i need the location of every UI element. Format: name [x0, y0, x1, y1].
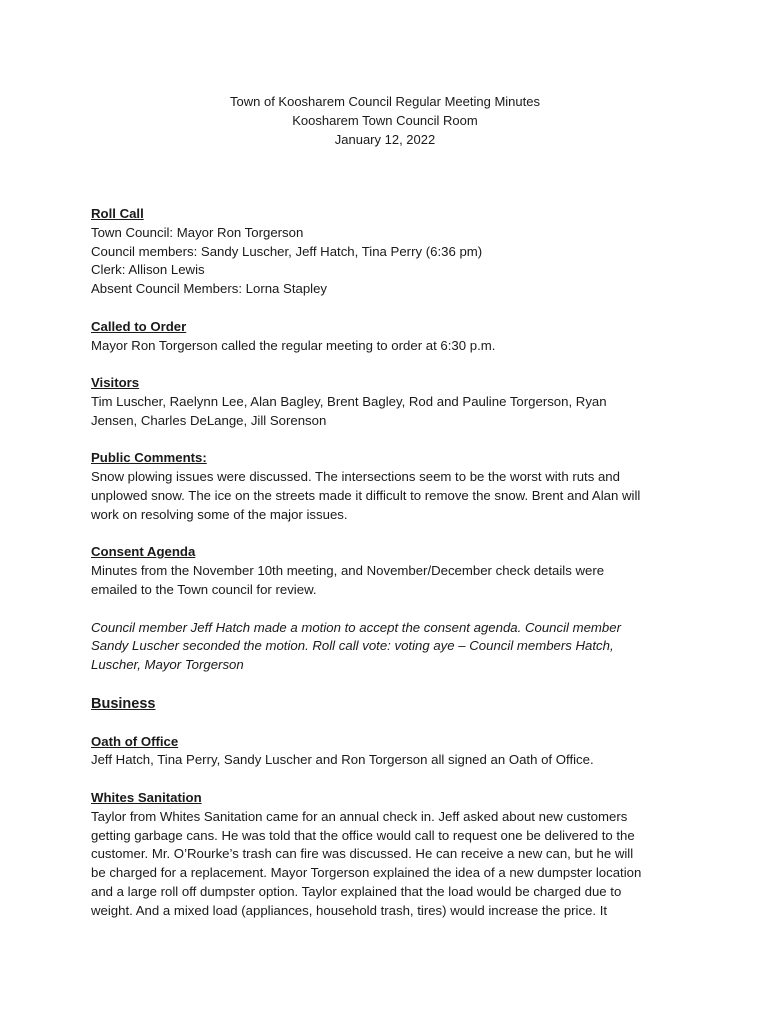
- called-to-order-text: Mayor Ron Torgerson called the regular meeting to order at 6:30 p.m.: [91, 337, 496, 353]
- meeting-location: Koosharem Town Council Room: [292, 112, 478, 128]
- called-to-order-heading: Called to Order: [91, 318, 187, 334]
- whites-sanitation-line: getting garbage cans. He was told that the office would call to request one be delivered to the: [91, 827, 635, 843]
- whites-sanitation-heading: Whites Sanitation: [91, 789, 202, 805]
- whites-sanitation-line: and a large roll off dumpster option. Taylor explained that the load would be charged due to: [91, 883, 622, 899]
- visitors-line: Jensen, Charles DeLange, Jill Sorenson: [91, 412, 327, 428]
- public-comments-line: Snow plowing issues were discussed. The intersections seem to be the worst with ruts and: [91, 469, 620, 485]
- public-comments-section: [91, 449, 691, 524]
- roll-call-line: Town Council: Mayor Ron Torgerson: [91, 224, 304, 240]
- whites-sanitation-line: Taylor from Whites Sanitation came for an annual check in. Jeff asked about new customers: [91, 808, 628, 824]
- roll-call-heading: Roll Call: [91, 206, 144, 221]
- document-body: [91, 205, 691, 939]
- whites-sanitation-section: [91, 789, 691, 921]
- public-comments-line: unplowed snow. The ice on the streets made it difficult to remove the snow. Brent and Alan will: [91, 487, 641, 503]
- document-title: Town of Koosharem Council Regular Meeting Minutes: [230, 94, 540, 109]
- consent-agenda-section: [91, 543, 691, 599]
- roll-call-line: Absent Council Members: Lorna Stapley: [91, 281, 328, 297]
- consent-agenda-motion: [91, 619, 691, 675]
- business-heading: Business: [91, 695, 156, 712]
- roll-call-line: Council members: Sandy Luscher, Jeff Hatch, Tina Perry (6:36 pm): [91, 243, 483, 259]
- called-to-order-section: [91, 318, 691, 356]
- consent-agenda-line: emailed to the Town council for review.: [91, 581, 317, 597]
- roll-call-line: Clerk: Allison Lewis: [91, 262, 205, 278]
- roll-call-section: [91, 205, 691, 299]
- oath-of-office-heading: Oath of Office: [91, 733, 179, 749]
- motion-line: Council member Jeff Hatch made a motion to accept the consent agenda. Council member: [91, 619, 621, 635]
- meeting-date: January 12, 2022: [334, 131, 436, 147]
- whites-sanitation-line: be charged for a replacement. Mayor Torgerson explained the idea of a new dumpster location: [91, 865, 642, 881]
- oath-of-office-section: [91, 733, 691, 771]
- document-header: [0, 93, 770, 149]
- public-comments-heading: Public Comments:: [91, 450, 207, 466]
- consent-agenda-heading: Consent Agenda: [91, 544, 196, 560]
- visitors-line: Tim Luscher, Raelynn Lee, Alan Bagley, Brent Bagley, Rod and Pauline Torgerson, Ryan: [91, 393, 607, 409]
- oath-of-office-text: Jeff Hatch, Tina Perry, Sandy Luscher and Ron Torgerson all signed an Oath of Office.: [91, 752, 594, 768]
- visitors-heading: Visitors: [91, 375, 140, 391]
- whites-sanitation-line: weight. And a mixed load (appliances, household trash, tires) would increase the price. It: [91, 902, 608, 918]
- public-comments-line: work on resolving some of the major issues.: [91, 506, 348, 522]
- motion-line: Luscher, Mayor Torgerson: [91, 657, 244, 673]
- motion-line: Sandy Luscher seconded the motion. Roll call vote: voting aye – Council members Hatch,: [91, 638, 614, 654]
- whites-sanitation-line: customer. Mr. O’Rourke’s trash can fire was discussed. He can receive a new can, but he will: [91, 846, 634, 862]
- visitors-section: [91, 374, 691, 430]
- consent-agenda-line: Minutes from the November 10th meeting, and November/December check details were: [91, 563, 605, 579]
